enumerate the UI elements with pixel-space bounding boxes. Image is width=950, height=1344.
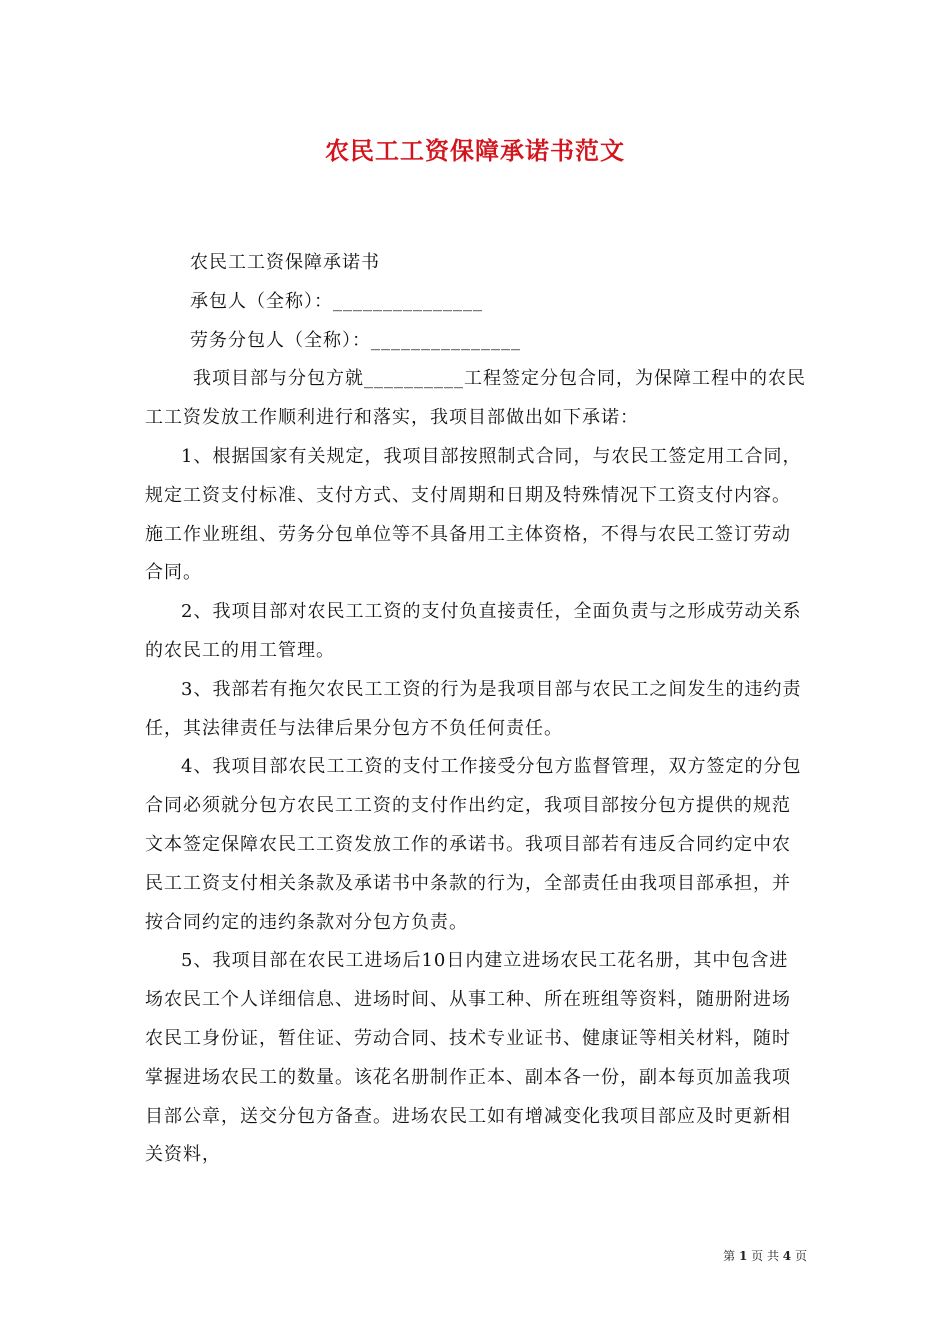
current-page-number: 1	[738, 1249, 748, 1263]
page-footer	[723, 1248, 807, 1264]
commitment-item-3: 3、我部若有拖欠农民工工资的行为是我项目部与农民工之间发生的违约责任，其法律责任与法律后果分包方不负任何责任。	[145, 678, 802, 739]
commitment-item-5: 5、我项目部在农民工进场后10日内建立进场农民工花名册，其中包含进场农民工个人详细信息、进场时间、从事工种、所在班组等资料，随册附进场农民工身份证，暂住证、劳动合同、技术专业证书、健康证等相关材料，随时掌握进场农民工的数量。该花名册制作正本、副本各一份，副本每页加盖我项目部公章，送交分包方备查。进场农民工如有增减变化我项目部应及时更新相关资料，	[145, 950, 791, 1166]
footer-middle: 页 共	[751, 1249, 779, 1263]
commitment-item-4: 4、我项目部农民工工资的支付工作接受分包方监督管理，双方签定的分包合同必须就分包方农民工工资的支付作出约定，我项目部按分包方提供的规范文本签定保障农民工工资发放工作的承诺书。我项目部若有违反合同约定中农民工工资支付相关条款及承诺书中条款的行为，全部责任由我项目部承担，并按合同约定的违约条款对分包方负责。	[145, 756, 802, 933]
commitment-item-1: 1、根据国家有关规定，我项目部按照制式合同，与农民工签定用工合同，规定工资支付标准、支付方式、支付周期和日期及特殊情况下工资支付内容。施工作业班组、劳务分包单位等不具备用工主体资格，不得与农民工签订劳动合同。	[145, 445, 802, 584]
footer-prefix: 第	[723, 1249, 736, 1263]
intro-paragraph: 我项目部与分包方就__________工程签定分包合同，为保障工程中的农民工工资发放工作顺利进行和落实，我项目部做出如下承诺：	[145, 368, 806, 429]
subcontractor-line: 劳务分包人（全称）：_______________	[190, 329, 521, 351]
document-title: 农民工工资保障承诺书范文	[325, 136, 625, 165]
footer-suffix: 页	[794, 1249, 807, 1263]
contractor-line: 承包人（全称）：_______________	[190, 290, 483, 312]
document-body	[145, 244, 807, 1175]
commitment-item-2: 2、我项目部对农民工工资的支付负直接责任，全面负责与之形成劳动关系的农民工的用工管理。	[145, 601, 802, 661]
total-page-number: 4	[782, 1249, 792, 1263]
heading-line: 农民工工资保障承诺书	[190, 252, 380, 273]
